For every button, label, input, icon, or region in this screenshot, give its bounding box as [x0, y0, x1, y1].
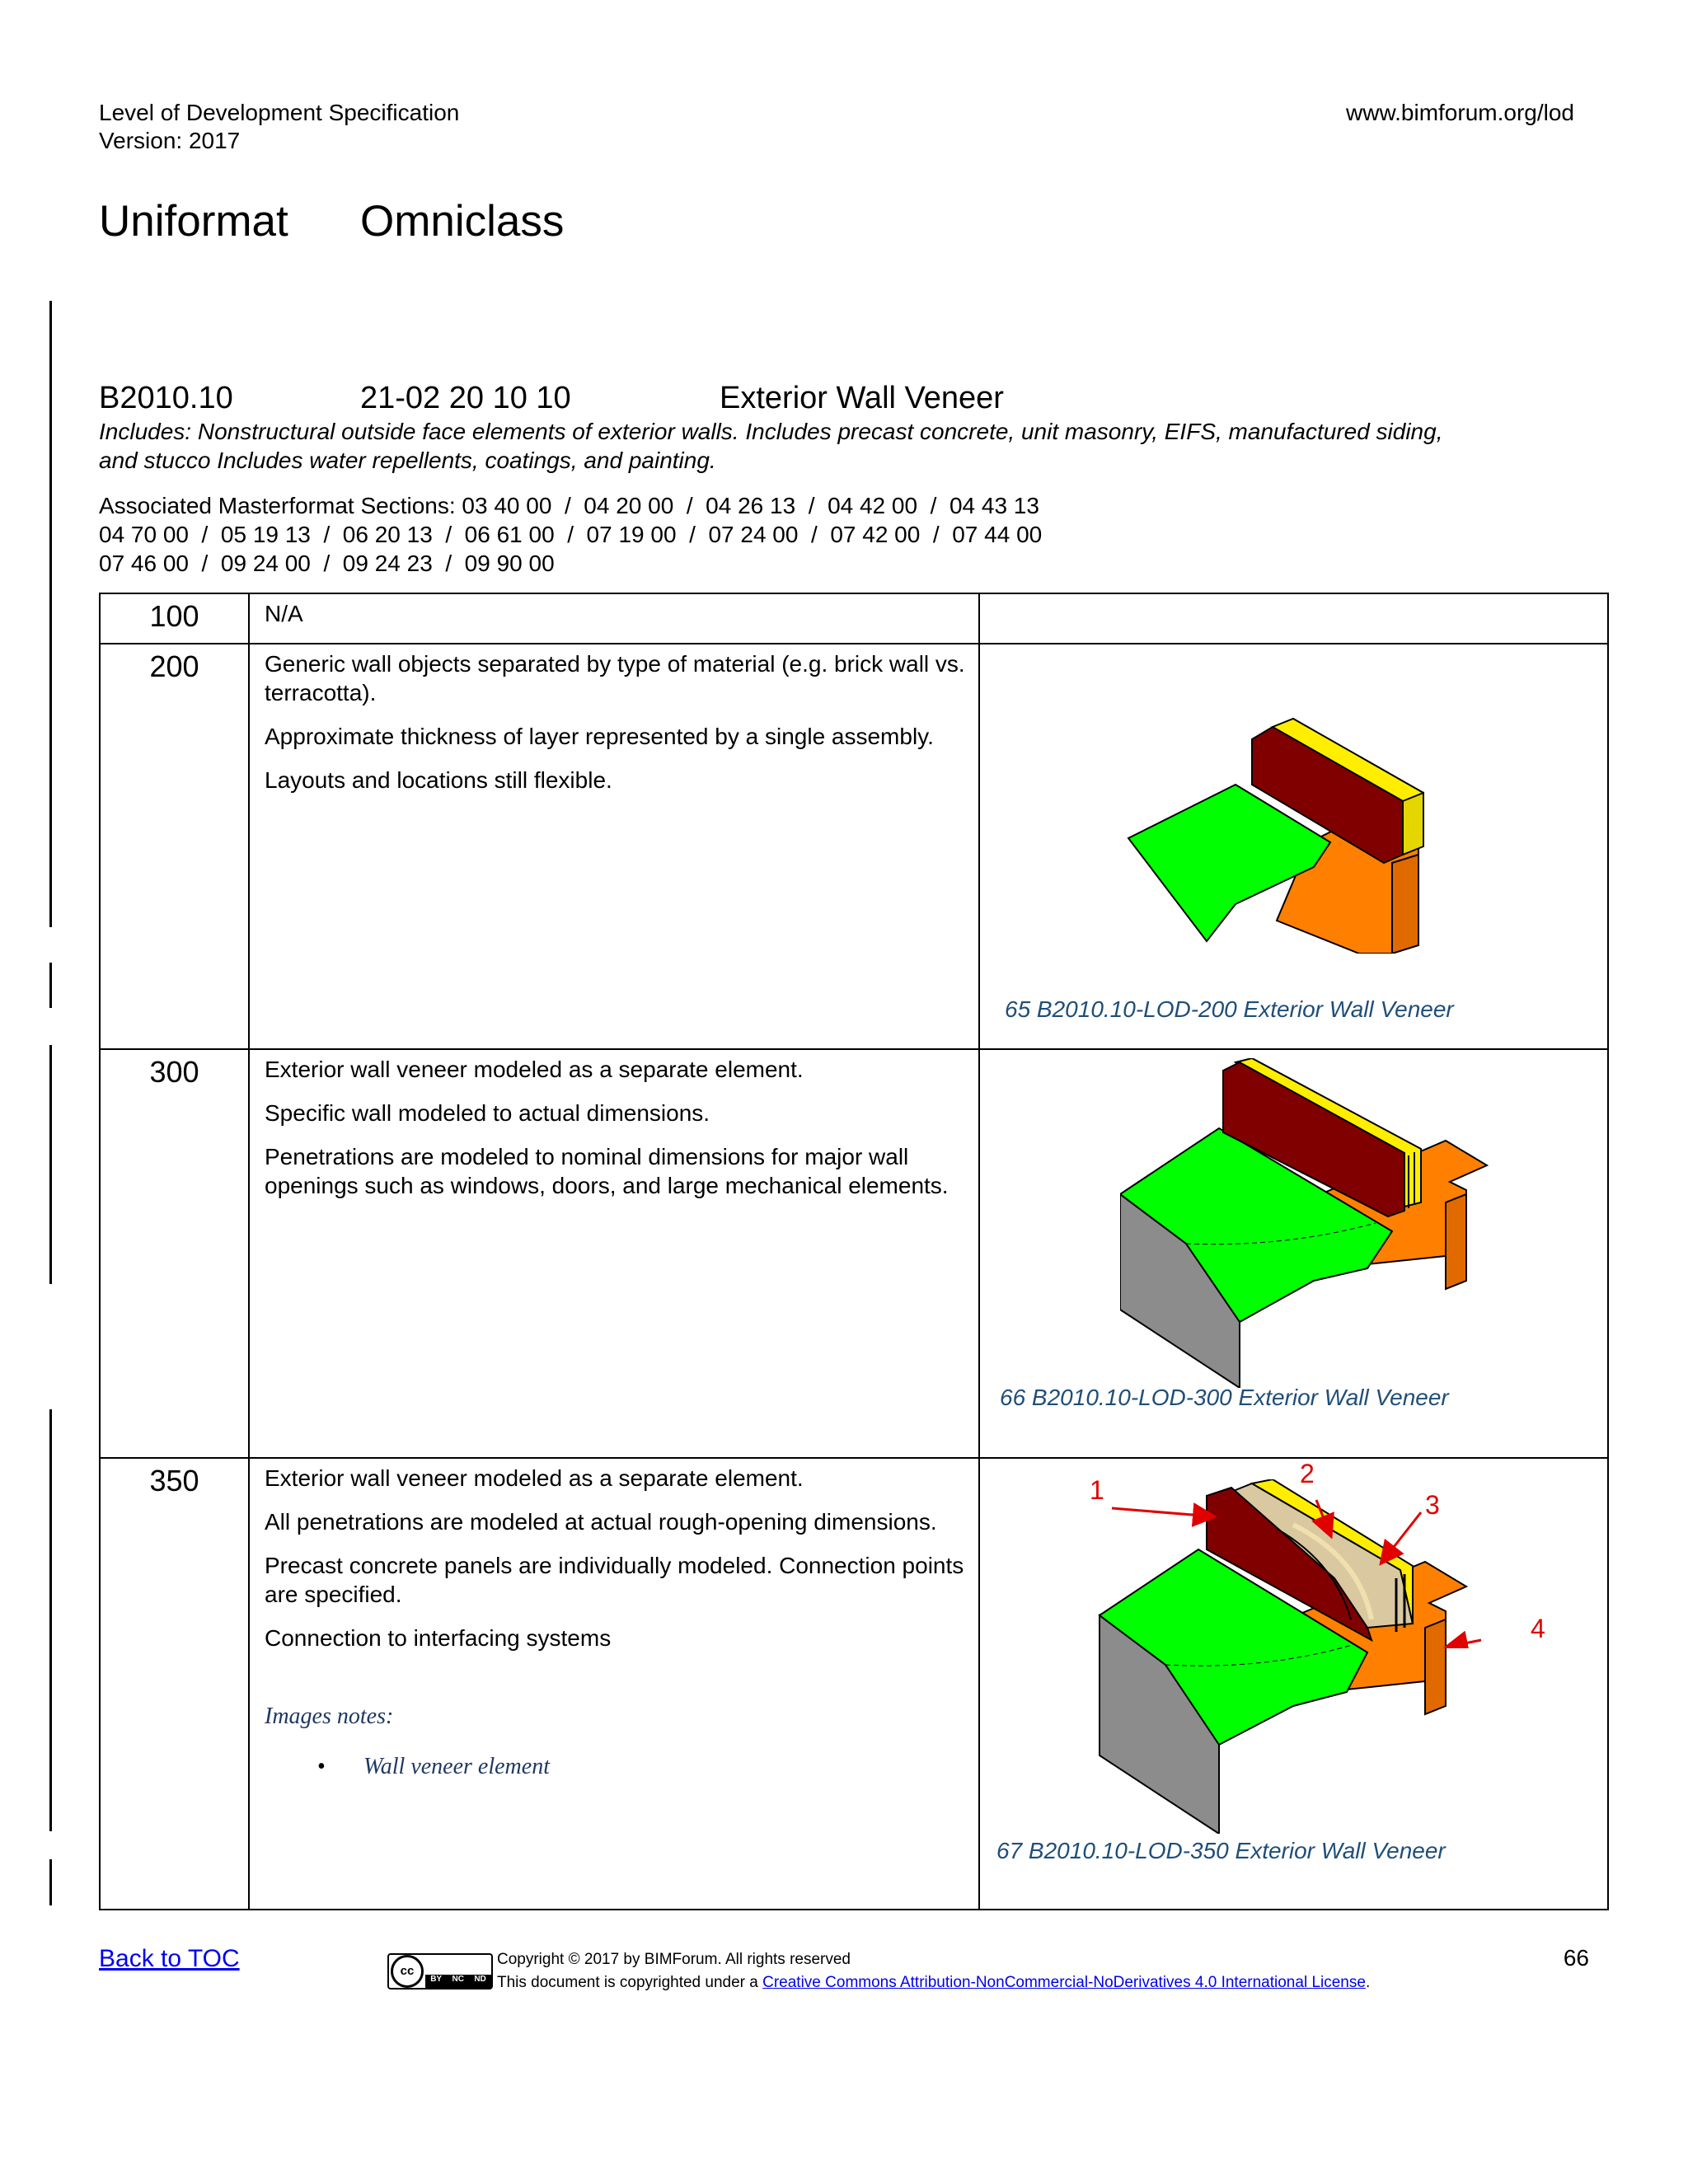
omniclass-heading: Omniclass — [360, 197, 565, 246]
license-text — [497, 1971, 1370, 1994]
description-text: Generic wall objects separated by type of material (e.g. brick wall vs. terracotta). — [265, 651, 965, 705]
uniformat-heading: Uniformat — [99, 197, 288, 246]
uniformat-code: B2010.10 — [99, 381, 233, 415]
figure-caption: 67 B2010.10-LOD-350 Exterior Wall Veneer — [996, 1838, 1446, 1863]
license-prefix: This document is copyrighted under a — [497, 1974, 763, 1991]
change-bar — [49, 963, 52, 1008]
foundation-side — [1446, 1194, 1466, 1289]
figure-cell — [979, 1049, 1608, 1458]
bullet-icon: • — [317, 1754, 326, 1779]
table-row — [100, 1049, 1608, 1458]
cc-nc-label: NC — [452, 1975, 464, 1984]
callout-arrows — [980, 1459, 1609, 1648]
cc-by-label: BY — [430, 1975, 443, 1984]
includes-line: Includes: Nonstructural outside face elements of exterior walls. Includes precast concrete, unit masonry, EIFS, manufactured siding, — [99, 419, 1443, 444]
change-bar — [49, 1859, 52, 1905]
lod-300-figure — [1120, 1058, 1507, 1388]
cc-license-icon — [387, 1953, 493, 1990]
callout-label: 3 — [1425, 1490, 1440, 1520]
lod-table — [99, 593, 1609, 1910]
table-row — [100, 593, 1608, 644]
figure-cell — [979, 644, 1608, 1049]
change-bar — [49, 1045, 52, 1284]
figure-caption: 66 B2010.10-LOD-300 Exterior Wall Veneer — [1000, 1385, 1449, 1410]
description-text: N/A — [265, 601, 303, 626]
notes-list-item — [265, 1752, 965, 1781]
header-url: www.bimforum.org/lod — [1346, 100, 1574, 125]
figure-cell — [979, 593, 1608, 644]
description-text: Layouts and locations still flexible. — [265, 767, 612, 793]
spec-title: Level of Development Specification — [99, 100, 460, 125]
page-number: 66 — [1563, 1945, 1589, 1971]
section-title: Exterior Wall Veneer — [720, 381, 1004, 415]
figure-caption: 65 B2010.10-LOD-200 Exterior Wall Veneer — [1005, 996, 1454, 1022]
figure-cell — [979, 1458, 1608, 1910]
images-notes-heading: Images notes: — [265, 1704, 394, 1729]
lod-level: 100 — [100, 593, 249, 644]
lod-200-figure — [1079, 682, 1475, 954]
description-text: Specific wall modeled to actual dimensions. — [265, 1100, 710, 1126]
callout-label: 1 — [1090, 1475, 1104, 1505]
back-to-toc-link[interactable]: Back to TOC — [99, 1945, 240, 1972]
cc-nd-label: ND — [474, 1975, 486, 1984]
description-text: Approximate thickness of layer represented by a single assembly. — [265, 724, 934, 749]
description-text: Connection to interfacing systems — [265, 1625, 612, 1651]
change-bar — [49, 1409, 52, 1831]
description-text: Precast concrete panels are individually modeled. Connection points are specified. — [265, 1553, 964, 1607]
cc-logo-icon: cc — [391, 1955, 424, 1988]
version-label: Version: 2017 — [99, 128, 241, 153]
includes-line: and stucco Includes water repellents, coatings, and painting. — [99, 448, 716, 473]
license-suffix: . — [1365, 1974, 1371, 1991]
masterformat-line: 04 70 00 / 05 19 13 / 06 20 13 / 06 61 00 / 07 19 00 / 07 24 00 / 07 42 00 / 07 44 00 — [99, 522, 1043, 547]
lod-level: 350 — [100, 1458, 249, 1910]
copyright-text: Copyright © 2017 by BIMForum. All rights reserved — [497, 1951, 851, 1968]
table-row — [100, 1458, 1608, 1910]
callout-label: 4 — [1531, 1614, 1545, 1643]
description-text: Exterior wall veneer modeled as a separate element. — [265, 1465, 804, 1491]
description-text: Exterior wall veneer modeled as a separate element. — [265, 1057, 804, 1082]
callout-label: 2 — [1300, 1459, 1315, 1488]
lod-description — [249, 644, 979, 1049]
license-link[interactable]: Creative Commons Attribution-NonCommercial-NoDerivatives 4.0 International License — [762, 1974, 1366, 1991]
change-bar — [49, 301, 52, 927]
table-row — [100, 644, 1608, 1049]
masterformat-sections — [99, 491, 1042, 578]
veneer-yellow-side — [1403, 793, 1423, 855]
lod-description — [249, 1458, 979, 1910]
foundation-side — [1392, 855, 1418, 954]
masterformat-line: Associated Masterformat Sections: 03 40 00 / 04 20 00 / 04 26 13 / 04 42 00 / 04 43 13 — [99, 493, 1039, 518]
omniclass-code: 21-02 20 10 10 — [360, 381, 571, 415]
description-text: All penetrations are modeled at actual rough-opening dimensions. — [265, 1509, 937, 1535]
masterformat-line: 07 46 00 / 09 24 00 / 09 24 23 / 09 90 00 — [99, 551, 555, 576]
lod-level: 200 — [100, 644, 249, 1049]
notes-item-text: Wall veneer element — [363, 1754, 550, 1779]
description-text: Penetrations are modeled to nominal dimensions for major wall openings such as windows, doors, and large mechanical elements. — [265, 1144, 949, 1198]
document-header — [99, 99, 459, 155]
copyright-notice — [497, 1948, 1370, 1994]
lod-level: 300 — [100, 1049, 249, 1458]
lod-description — [249, 1049, 979, 1458]
lod-description — [249, 593, 979, 644]
includes-text — [99, 417, 1615, 475]
